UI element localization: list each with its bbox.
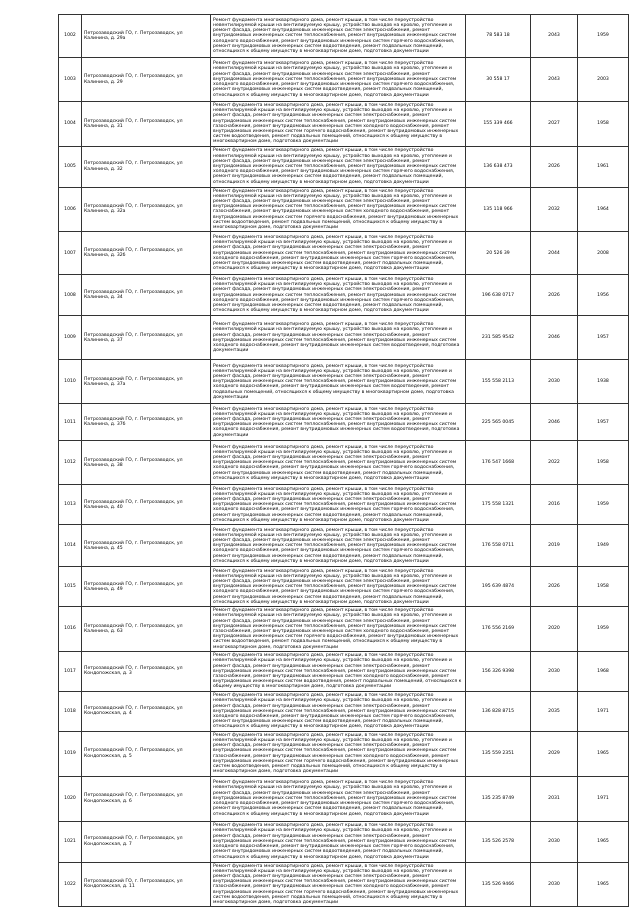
works-cell: Ремонт фундамента многоквартирного дома, ремонт крыши, в том числе переустройство невентилируемой крыши на вентилируемую крышу, устройство выходов на кровлю, утепление и ремонт фасада, ремонт внутридомовых инженерных систем электроснабжения, ремонт внутридомовых инженерных систем теплоснабжения, ремонт внутридомовых инженерных систем холодного водоснабжения, ремонт внутридомовых инженерных систем горячего водоснабжения, ремонт внутридомовых инженерных систем водоотведения, ремонт подвальных помещений, относящихся к общему имуществу в многоквартирном доме, подготовка документации (211, 146, 466, 187)
build-year-cell: 1968 (578, 651, 629, 691)
row-number: 1009 (59, 316, 82, 360)
row-number: 1019 (59, 731, 82, 776)
cost-cell: 155 558 2113 (466, 360, 531, 404)
row-number: 1012 (59, 441, 82, 485)
table-row (59, 525, 629, 567)
table-row (59, 731, 629, 776)
address-cell: Петрозаводский ГО, г. Петрозаводск, ул Калинина, д. 38 (82, 441, 211, 485)
address-cell: Петрозаводский ГО, г. Петрозаводск, ул Кондопожская, д. 11 (82, 862, 211, 907)
build-year-cell: 2008 (578, 232, 629, 275)
table-row (59, 607, 629, 652)
table-row (59, 58, 629, 102)
plan-year-cell: 2019 (531, 525, 578, 567)
works-cell: Ремонт фундамента многоквартирного дома, ремонт крыши, в том числе переустройство невентилируемой крыши на вентилируемую крышу, устройство выходов на кровлю, утепление и ремонт фасада, ремонт внутридомовых инженерных систем электроснабжения, ремонт внутридомовых инженерных систем теплоснабжения, ремонт внутридомовых инженерных систем холодного водоснабжения, ремонт внутридомовых инженерных систем горячего водоснабжения, ремонт внутридомовых инженерных систем водоотведения, ремонт подвальных помещений, относящихся к общему имуществу в многоквартирном доме, подготовка документации (211, 567, 466, 607)
address-cell: Петрозаводский ГО, г. Петрозаводск, ул Калинина, д. 63 (82, 607, 211, 652)
table-row (59, 776, 629, 821)
build-year-cell: 1938 (578, 360, 629, 404)
table-row (59, 15, 629, 58)
plan-year-cell: 2046 (531, 316, 578, 360)
address-cell: Петрозаводский ГО, г. Петрозаводск, ул Кондопожская, д. 7 (82, 821, 211, 862)
cost-cell: 136 638 473 (466, 146, 531, 187)
cost-cell: 135 118 966 (466, 187, 531, 232)
table-row (59, 102, 629, 147)
works-cell: Ремонт фундамента многоквартирного дома, ремонт крыши, в том числе переустройство невентилируемой крыши на вентилируемую крышу, устройство выходов на кровлю, утепление и ремонт фасада, ремонт внутридомовых инженерных систем электроснабжения, ремонт внутридомовых инженерных систем теплоснабжения, ремонт внутридомовых инженерных систем газоснабжения, ремонт внутридомовых инженерных систем холодного водоснабжения, ремонт внутридомовых инженерных систем горячего водоснабжения, ремонт внутридомовых инженерных систем водоотведения, ремонт подвальных помещений, относящихся к общему имуществу в многоквартирном доме, подготовка документации (211, 187, 466, 232)
build-year-cell: 1957 (578, 316, 629, 360)
build-year-cell: 1961 (578, 146, 629, 187)
works-cell: Ремонт фундамента многоквартирного дома, ремонт крыши, в том числе переустройство невентилируемой крыши на вентилируемую крышу, устройство выходов на кровлю, утепление и ремонт фасада, ремонт внутридомовых инженерных систем электроснабжения, ремонт внутридомовых инженерных систем теплоснабжения, ремонт внутридомовых инженерных систем холодного водоснабжения, ремонт внутридомовых инженерных систем горячего водоснабжения, ремонт внутридомовых инженерных систем водоотведения, ремонт подвальных помещений, относящихся к общему имуществу в многоквартирном доме, подготовка документации (211, 821, 466, 862)
table-row (59, 275, 629, 316)
plan-year-cell: 2026 (531, 275, 578, 316)
works-cell: Ремонт фундамента многоквартирного дома, ремонт крыши, в том числе переустройство невентилируемой крыши на вентилируемую крышу, устройство выходов на кровлю, утепление и ремонт фасада, ремонт внутридомовых инженерных систем электроснабжения, ремонт внутридомовых инженерных систем теплоснабжения, ремонт внутридомовых инженерных систем холодного водоснабжения, ремонт внутридомовых инженерных систем горячего водоснабжения, ремонт внутридомовых инженерных систем водоотведения, ремонт подвальных помещений, относящихся к общему имуществу в многоквартирном доме, подготовка документации (211, 691, 466, 731)
build-year-cell: 1958 (578, 441, 629, 485)
works-cell: Ремонт фундамента многоквартирного дома, ремонт крыши, в том числе переустройство невентилируемой крыши на вентилируемую крышу, устройство выходов на кровлю, утепление и ремонт фасада, ремонт внутридомовых инженерных систем электроснабжения, ремонт внутридомовых инженерных систем теплоснабжения, ремонт внутридомовых инженерных систем холодного водоснабжения, ремонт внутридомовых инженерных систем горячего водоснабжения, ремонт внутридомовых инженерных систем водоотведения, ремонт подвальных помещений, относящихся к общему имуществу в многоквартирном доме, подготовка документации (211, 776, 466, 821)
address-cell: Петрозаводский ГО, г. Петрозаводск, ул Кондопожская, д. 4 (82, 691, 211, 731)
table-row (59, 821, 629, 862)
address-cell: Петрозаводский ГО, г. Петрозаводск, ул Калинина, д. 31 (82, 102, 211, 147)
works-cell: Ремонт фундамента многоквартирного дома, ремонт крыши, в том числе переустройство невентилируемой крыши на вентилируемую крышу, устройство выходов на кровлю, утепление и ремонт фасада, ремонт внутридомовых инженерных систем электроснабжения, ремонт внутридомовых инженерных систем теплоснабжения, ремонт внутридомовых инженерных систем холодного водоснабжения, ремонт внутридомовых инженерных систем водоотведения, подготовка документации (211, 404, 466, 441)
works-cell: Ремонт фундамента многоквартирного дома, ремонт крыши, в том числе переустройство невентилируемой крыши на вентилируемую крышу, устройство выходов на кровлю, утепление и ремонт фасада, ремонт внутридомовых инженерных систем электроснабжения, ремонт внутридомовых инженерных систем теплоснабжения, ремонт внутридомовых инженерных систем холодного водоснабжения, ремонт внутридомовых инженерных систем горячего водоснабжения, ремонт внутридомовых инженерных систем водоотведения, ремонт подвальных помещений, относящихся к общему имуществу в многоквартирном доме, подготовка документации (211, 58, 466, 102)
address-cell: Петрозаводский ГО, г. Петрозаводск, ул Кондопожская, д. 5 (82, 731, 211, 776)
address-cell: Петрозаводский ГО, г. Петрозаводск, ул Калинина, д. 32б (82, 232, 211, 275)
plan-year-cell: 2020 (531, 607, 578, 652)
address-cell: Петрозаводский ГО, г. Петрозаводск, ул Калинина, д. 32а (82, 187, 211, 232)
plan-year-cell: 2032 (531, 187, 578, 232)
build-year-cell: 1959 (578, 485, 629, 525)
cost-cell: 135 526 2578 (466, 821, 531, 862)
address-cell: Петрозаводский ГО, г. Петрозаводск, ул Калинина, д. 37б (82, 404, 211, 441)
row-number: 1014 (59, 525, 82, 567)
address-cell: Петрозаводский ГО, г. Петрозаводск, ул Калинина, д. 29 (82, 58, 211, 102)
address-cell: Петрозаводский ГО, г. Петрозаводск, ул Калинина, д. 32 (82, 146, 211, 187)
address-cell: Петрозаводский ГО, г. Петрозаводск, ул Калинина, д. 40 (82, 485, 211, 525)
plan-year-cell: 2043 (531, 15, 578, 58)
plan-year-cell: 2031 (531, 776, 578, 821)
plan-year-cell: 2030 (531, 360, 578, 404)
build-year-cell: 1965 (578, 821, 629, 862)
plan-year-cell: 2026 (531, 567, 578, 607)
cost-cell: 175 558 1321 (466, 485, 531, 525)
build-year-cell: 1957 (578, 404, 629, 441)
plan-year-cell: 2030 (531, 862, 578, 907)
row-number: 1020 (59, 776, 82, 821)
works-cell: Ремонт фундамента многоквартирного дома, ремонт крыши, в том числе переустройство невентилируемой крыши на вентилируемую крышу, устройство выходов на кровлю, утепление и ремонт фасада, ремонт внутридомовых инженерных систем электроснабжения, ремонт внутридомовых инженерных систем теплоснабжения, ремонт внутридомовых инженерных систем газоснабжения, ремонт внутридомовых инженерных систем холодного водоснабжения, ремонт внутридомовых инженерных систем водоотведения, ремонт подвальных помещений, относящихся к общему имуществу в многоквартирном доме, подготовка документации (211, 651, 466, 691)
table-row (59, 441, 629, 485)
works-cell: Ремонт фундамента многоквартирного дома, ремонт крыши, в том числе переустройство невентилируемой крыши на вентилируемую крышу, устройство выходов на кровлю, утепление и ремонт фасада, ремонт внутридомовых инженерных систем электроснабжения, ремонт внутридомовых инженерных систем теплоснабжения, ремонт внутридомовых инженерных систем холодного водоснабжения, ремонт внутридомовых инженерных систем горячего водоснабжения, ремонт внутридомовых инженерных систем водоотведения, ремонт подвальных помещений, относящихся к общему имуществу в многоквартирном доме, подготовка документации (211, 232, 466, 275)
table-row (59, 146, 629, 187)
cost-cell: 136 828 8715 (466, 691, 531, 731)
row-number: 1022 (59, 862, 82, 907)
works-cell: Ремонт фундамента многоквартирного дома, ремонт крыши, в том числе переустройство невентилируемой крыши на вентилируемую крышу, устройство выходов на кровлю, утепление и ремонт фасада, ремонт внутридомовых инженерных систем электроснабжения, ремонт внутридомовых инженерных систем теплоснабжения, ремонт внутридомовых инженерных систем холодного водоснабжения, ремонт внутридомовых инженерных систем горячего водоснабжения, ремонт внутридомовых инженерных систем водоотведения, ремонт подвальных помещений, относящихся к общему имуществу в многоквартирном доме, подготовка документации (211, 441, 466, 485)
cost-cell: 78 583 18 (466, 15, 531, 58)
works-cell: Ремонт фундамента многоквартирного дома, ремонт крыши, в том числе переустройство невентилируемой крыши на вентилируемую крышу, устройство выходов на кровлю, утепление и ремонт фасада, ремонт внутридомовых инженерных систем электроснабжения, ремонт внутридомовых инженерных систем теплоснабжения, ремонт внутридомовых инженерных систем газоснабжения, ремонт внутридомовых инженерных систем холодного водоснабжения, ремонт внутридомовых инженерных систем горячего водоснабжения, ремонт внутридомовых инженерных систем водоотведения, ремонт подвальных помещений, относящихся к общему имуществу в многоквартирном доме, подготовка документации (211, 731, 466, 776)
works-cell: Ремонт фундамента многоквартирного дома, ремонт крыши, в том числе переустройство невентилируемой крыши на вентилируемую крышу, устройство выходов на кровлю, утепление и ремонт фасада, ремонт внутридомовых инженерных систем электроснабжения, ремонт внутридомовых инженерных систем теплоснабжения, ремонт внутридомовых инженерных систем холодного водоснабжения, ремонт внутридомовых инженерных систем горячего водоснабжения, ремонт внутридомовых инженерных систем водоотведения, ремонт подвальных помещений, относящихся к общему имуществу в многоквартирном доме, подготовка документации (211, 15, 466, 58)
plan-year-cell: 2022 (531, 441, 578, 485)
table-row (59, 232, 629, 275)
row-number: 1011 (59, 404, 82, 441)
works-cell: Ремонт фундамента многоквартирного дома, ремонт крыши, в том числе переустройство невентилируемой крыши на вентилируемую крышу, устройство выходов на кровлю, утепление и ремонт фасада, ремонт внутридомовых инженерных систем электроснабжения, ремонт внутридомовых инженерных систем теплоснабжения, ремонт внутридомовых инженерных систем газоснабжения, ремонт внутридомовых инженерных систем холодного водоснабжения, ремонт внутридомовых инженерных систем горячего водоснабжения, ремонт внутридомовых инженерных систем водоотведения, ремонт подвальных помещений, относящихся к общему имуществу в многоквартирном доме, подготовка документации (211, 862, 466, 907)
table-row (59, 360, 629, 404)
cost-cell: 176 547 1668 (466, 441, 531, 485)
works-cell: Ремонт фундамента многоквартирного дома, ремонт крыши, в том числе переустройство невентилируемой крыши на вентилируемую крышу, устройство выходов на кровлю, утепление и ремонт фасада, ремонт внутридомовых инженерных систем электроснабжения, ремонт внутридомовых инженерных систем теплоснабжения, ремонт внутридомовых инженерных систем холодного водоснабжения, ремонт внутридомовых инженерных систем горячего водоснабжения, ремонт внутридомовых инженерных систем водоотведения, ремонт подвальных помещений, относящихся к общему имуществу в многоквартирном доме, подготовка документации (211, 525, 466, 567)
table-row (59, 567, 629, 607)
cost-cell: 30 558 17 (466, 58, 531, 102)
plan-year-cell: 2046 (531, 404, 578, 441)
table-row (59, 187, 629, 232)
row-number: 1008 (59, 275, 82, 316)
cost-cell: 135 526 9466 (466, 862, 531, 907)
row-number: 1021 (59, 821, 82, 862)
table-row (59, 691, 629, 731)
address-cell: Петрозаводский ГО, г. Петрозаводск, ул Калинина, д. 37 (82, 316, 211, 360)
build-year-cell: 1959 (578, 607, 629, 652)
plan-year-cell: 2016 (531, 485, 578, 525)
address-cell: Петрозаводский ГО, г. Петрозаводск, ул Калинина, д. 45 (82, 525, 211, 567)
cost-cell: 135 235 8749 (466, 776, 531, 821)
cost-cell: 156 326 9398 (466, 651, 531, 691)
build-year-cell: 1971 (578, 776, 629, 821)
row-number: 1007 (59, 232, 82, 275)
cost-cell: 20 526 39 (466, 232, 531, 275)
works-cell: Ремонт фундамента многоквартирного дома, ремонт крыши, в том числе переустройство невентилируемой крыши на вентилируемую крышу, устройство выходов на кровлю, утепление и ремонт фасада, ремонт внутридомовых инженерных систем электроснабжения, ремонт внутридомовых инженерных систем теплоснабжения, ремонт внутридомовых инженерных систем холодного водоснабжения, ремонт внутридомовых инженерных систем горячего водоснабжения, ремонт внутридомовых инженерных систем водоотведения, ремонт подвальных помещений, относящихся к общему имуществу в многоквартирном доме, подготовка документации (211, 485, 466, 525)
address-cell: Петрозаводский ГО, г. Петрозаводск, ул Калинина, д. 37а (82, 360, 211, 404)
plan-year-cell: 2043 (531, 58, 578, 102)
cost-cell: 196 638 0717 (466, 275, 531, 316)
row-number: 1017 (59, 651, 82, 691)
works-cell: Ремонт фундамента многоквартирного дома, ремонт крыши, в том числе переустройство невентилируемой крыши на вентилируемую крышу, устройство выходов на кровлю, утепление и ремонт фасада, ремонт внутридомовых инженерных систем электроснабжения, ремонт внутридомовых инженерных систем теплоснабжения, ремонт внутридомовых инженерных систем холодного водоснабжения, ремонт внутридомовых инженерных систем водоотведения, подготовка документации (211, 316, 466, 360)
table-row (59, 316, 629, 360)
row-number: 1016 (59, 607, 82, 652)
row-number: 1005 (59, 146, 82, 187)
address-cell: Петрозаводский ГО, г. Петрозаводск, ул Кондопожская, д. 6 (82, 776, 211, 821)
row-number: 1004 (59, 102, 82, 147)
works-cell: Ремонт фундамента многоквартирного дома, ремонт крыши, в том числе переустройство невентилируемой крыши на вентилируемую крышу, устройство выходов на кровлю, утепление и ремонт фасада, ремонт внутридомовых инженерных систем электроснабжения, ремонт внутридомовых инженерных систем теплоснабжения, ремонт внутридомовых инженерных систем холодного водоснабжения, ремонт внутридомовых инженерных систем горячего водоснабжения, ремонт внутридомовых инженерных систем водоотведения, ремонт подвальных помещений, относящихся к общему имуществу в многоквартирном доме, подготовка документации (211, 275, 466, 316)
works-cell: Ремонт фундамента многоквартирного дома, ремонт крыши, в том числе переустройство невентилируемой крыши на вентилируемую крышу, устройство выходов на кровлю, утепление и ремонт фасада, ремонт внутридомовых инженерных систем электроснабжения, ремонт внутридомовых инженерных систем теплоснабжения, ремонт внутридомовых инженерных систем газоснабжения, ремонт внутридомовых инженерных систем холодного водоснабжения, ремонт внутридомовых инженерных систем горячего водоснабжения, ремонт внутридомовых инженерных систем водоотведения, ремонт подвальных помещений, относящихся к общему имуществу в многоквартирном доме, подготовка документации (211, 102, 466, 147)
cost-cell: 195 639 4874 (466, 567, 531, 607)
cost-cell: 231 585 9542 (466, 316, 531, 360)
row-number: 1003 (59, 58, 82, 102)
table-row (59, 651, 629, 691)
plan-year-cell: 2026 (531, 146, 578, 187)
row-number: 1015 (59, 567, 82, 607)
plan-year-cell: 2035 (531, 691, 578, 731)
build-year-cell: 1959 (578, 15, 629, 58)
plan-year-cell: 2044 (531, 232, 578, 275)
cost-cell: 135 559 2351 (466, 731, 531, 776)
cost-cell: 225 565 0045 (466, 404, 531, 441)
table-row (59, 404, 629, 441)
address-cell: Петрозаводский ГО, г. Петрозаводск, ул Калинина, д. 34 (82, 275, 211, 316)
address-cell: Петрозаводский ГО, г. Петрозаводск, ул Калинина, д. 49 (82, 567, 211, 607)
build-year-cell: 1949 (578, 525, 629, 567)
row-number: 1013 (59, 485, 82, 525)
row-number: 1018 (59, 691, 82, 731)
address-cell: Петрозаводский ГО, г. Петрозаводск, ул Калинина, д. 29а (82, 15, 211, 58)
cost-cell: 155 339 466 (466, 102, 531, 147)
works-cell: Ремонт фундамента многоквартирного дома, ремонт крыши, в том числе переустройство невентилируемой крыши на вентилируемую крышу, устройство выходов на кровлю, утепление и ремонт фасада, ремонт внутридомовых инженерных систем электроснабжения, ремонт внутридомовых инженерных систем теплоснабжения, ремонт внутридомовых инженерных систем холодного водоснабжения, ремонт внутридомовых инженерных систем водоотведения, ремонт подвальных помещений, относящихся к общему имуществу в многоквартирном доме, подготовка документации (211, 360, 466, 404)
row-number: 1006 (59, 187, 82, 232)
table-row (59, 485, 629, 525)
address-cell: Петрозаводский ГО, г. Петрозаводск, ул Кондопожская, д. 3 (82, 651, 211, 691)
cost-cell: 176 558 0711 (466, 525, 531, 567)
build-year-cell: 1965 (578, 862, 629, 907)
capital-repair-table (58, 14, 629, 907)
build-year-cell: 1964 (578, 187, 629, 232)
works-cell: Ремонт фундамента многоквартирного дома, ремонт крыши, в том числе переустройство невентилируемой крыши на вентилируемую крышу, устройство выходов на кровлю, утепление и ремонт фасада, ремонт внутридомовых инженерных систем электроснабжения, ремонт внутридомовых инженерных систем теплоснабжения, ремонт внутридомовых инженерных систем газоснабжения, ремонт внутридомовых инженерных систем холодного водоснабжения, ремонт внутридомовых инженерных систем горячего водоснабжения, ремонт внутридомовых инженерных систем водоотведения, ремонт подвальных помещений, относящихся к общему имуществу в многоквартирном доме, подготовка документации (211, 607, 466, 652)
plan-year-cell: 2027 (531, 102, 578, 147)
build-year-cell: 1956 (578, 275, 629, 316)
row-number: 1002 (59, 15, 82, 58)
table-body (59, 15, 629, 907)
cost-cell: 176 556 2169 (466, 607, 531, 652)
build-year-cell: 1958 (578, 102, 629, 147)
build-year-cell: 2003 (578, 58, 629, 102)
build-year-cell: 1971 (578, 691, 629, 731)
plan-year-cell: 2029 (531, 731, 578, 776)
build-year-cell: 1965 (578, 731, 629, 776)
plan-year-cell: 2030 (531, 821, 578, 862)
build-year-cell: 1958 (578, 567, 629, 607)
row-number: 1010 (59, 360, 82, 404)
plan-year-cell: 2030 (531, 651, 578, 691)
table-row (59, 862, 629, 907)
